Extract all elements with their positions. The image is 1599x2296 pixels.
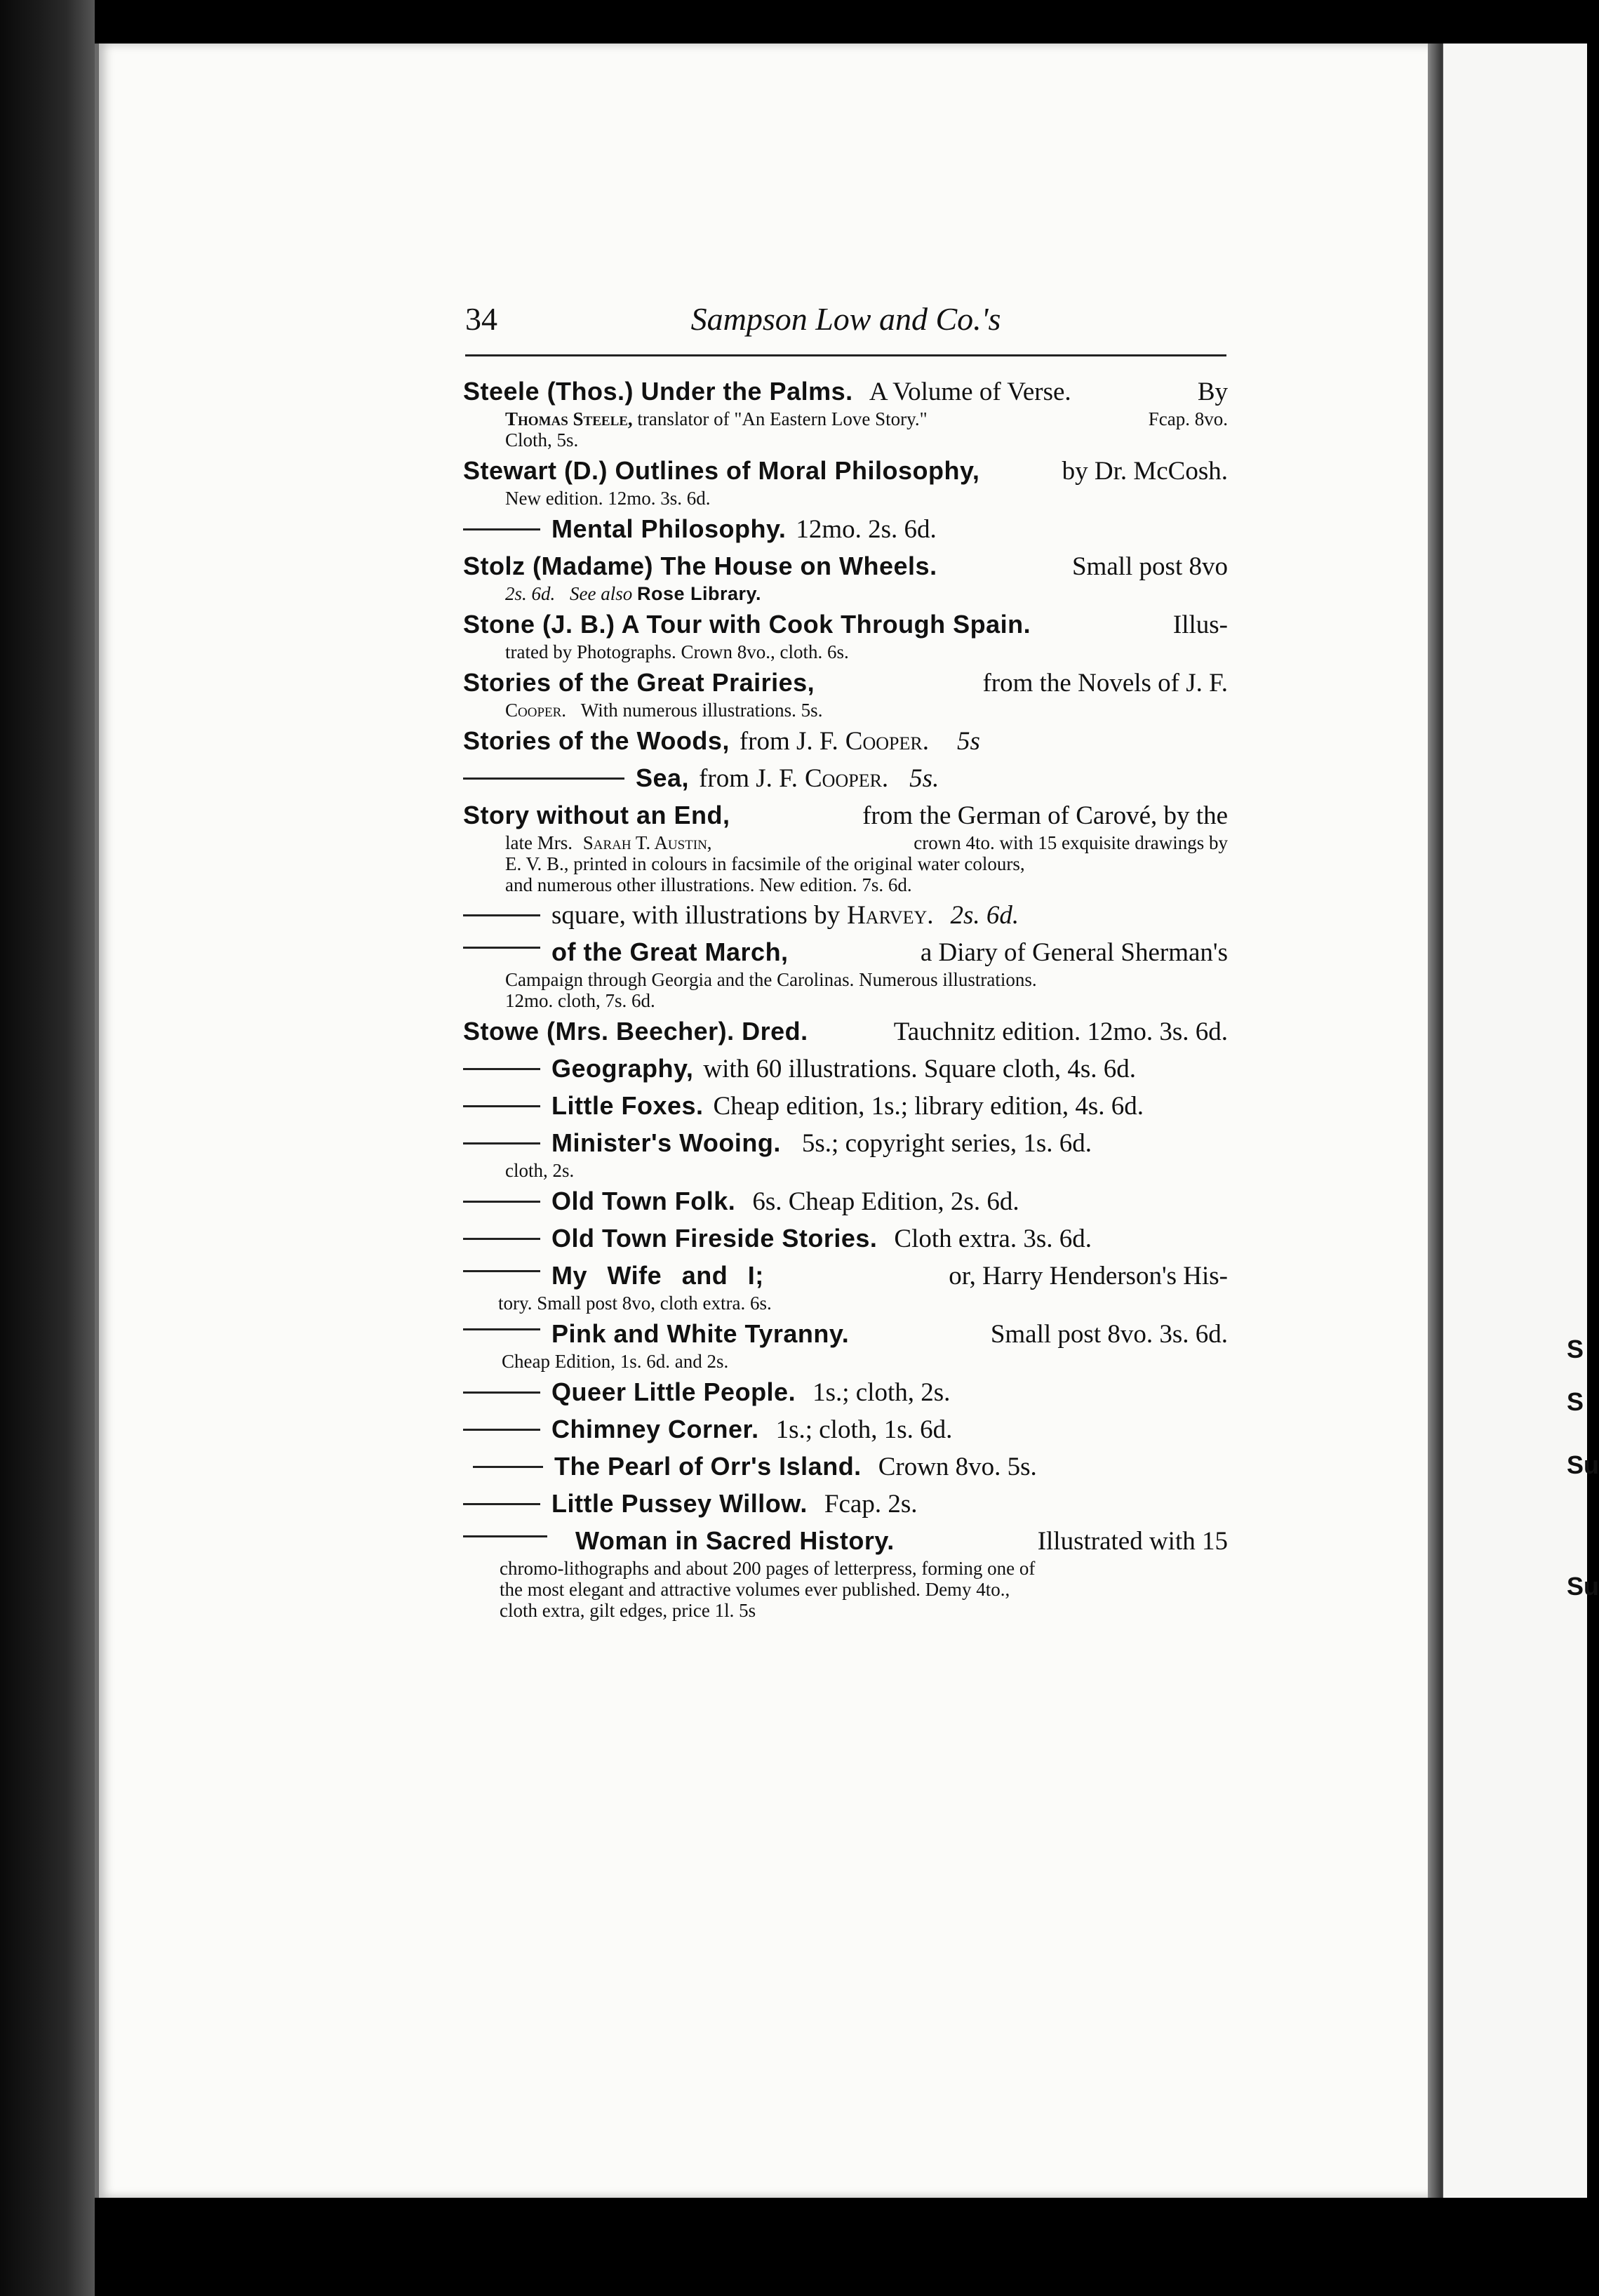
entry-detail: Cheap Edition, 1s. 6d. and 2s. xyxy=(502,1351,729,1372)
entry-detail: late Mrs. xyxy=(505,832,573,853)
entry-heading: Mental Philosophy. xyxy=(551,514,787,543)
catalogue-entry xyxy=(463,725,1228,758)
facing-page-fragment: S xyxy=(1567,1387,1584,1416)
entry-text: a Diary of General Sherman's xyxy=(920,938,1228,967)
author-name: Cooper. xyxy=(845,727,929,756)
entry-text: Illus- xyxy=(1172,610,1228,639)
author-name: Harvey. xyxy=(847,901,934,930)
entry-text: Small post 8vo. 3s. 6d. xyxy=(990,1320,1228,1349)
entry-text: 12mo. 2s. 6d. xyxy=(796,515,937,544)
catalogue-entry xyxy=(463,799,1228,895)
author-name: Cooper. xyxy=(805,764,889,793)
entry-heading: Stowe (Mrs. Beecher). Dred. xyxy=(463,1017,808,1046)
entry-text: Cheap edition, 1s.; library edition, 4s. 6d. xyxy=(713,1092,1144,1121)
entry-text: Small post 8vo xyxy=(1071,552,1228,581)
catalogue-entry xyxy=(463,1015,1228,1048)
entry-text: from J. F. xyxy=(739,727,838,756)
entry-heading: Sea, xyxy=(636,763,690,792)
author-name: Cooper. xyxy=(505,700,567,721)
facing-page-fragment: Su xyxy=(1567,1450,1599,1479)
facing-page-fragment: S xyxy=(1567,1335,1584,1363)
entry-heading: Geography, xyxy=(551,1054,694,1083)
ditto-dash xyxy=(463,1142,540,1144)
entry-text: Fcap. 2s. xyxy=(824,1490,918,1519)
entry-heading: My Wife and I; xyxy=(551,1261,764,1290)
entry-heading: Stone (J. B.) A Tour with Cook Through Spain. xyxy=(463,610,1031,639)
entry-heading: Stolz (Madame) The House on Wheels. xyxy=(463,552,937,580)
ditto-dash xyxy=(463,1503,540,1505)
author-name: Thomas Steele, xyxy=(505,408,633,429)
entry-heading: Woman in Sacred History. xyxy=(575,1526,895,1555)
header-rule xyxy=(465,354,1226,356)
entry-detail: the most elegant and attractive volumes ever published. Demy 4to., xyxy=(500,1579,1010,1600)
entry-text: from the German of Carové, by the xyxy=(862,801,1228,830)
price: 5s xyxy=(956,727,980,756)
ditto-dash xyxy=(463,1391,540,1394)
book-binding xyxy=(0,0,95,2296)
entry-text: 6s. Cheap Edition, 2s. 6d. xyxy=(752,1187,1019,1216)
catalogue-entry xyxy=(463,1090,1228,1123)
ditto-dash xyxy=(463,1535,547,1537)
entry-heading: The Pearl of Orr's Island. xyxy=(554,1452,862,1481)
entry-heading: of the Great March, xyxy=(551,937,789,966)
entry-heading: Steele (Thos.) Under the Palms. xyxy=(463,377,853,406)
catalogue-entry xyxy=(463,1260,1228,1314)
catalogue-entry xyxy=(463,1318,1228,1372)
catalogue-entry xyxy=(463,936,1228,1011)
catalogue-entry xyxy=(463,1185,1228,1218)
entry-heading: Old Town Fireside Stories. xyxy=(551,1224,878,1253)
entry-detail: trated by Photographs. Crown 8vo., cloth. 6s. xyxy=(505,641,849,662)
entry-text: 1s.; cloth, 2s. xyxy=(812,1378,951,1407)
entry-detail: cloth, 2s. xyxy=(505,1160,575,1181)
catalogue-entry xyxy=(463,1525,1228,1621)
page-gutter xyxy=(1428,44,1442,2198)
entry-heading: Stories of the Woods, xyxy=(463,726,730,755)
catalogue-entry xyxy=(463,1488,1228,1521)
catalogue-entry xyxy=(463,667,1228,721)
entry-text: 5s.; copyright series, 1s. 6d. xyxy=(801,1129,1092,1158)
entry-detail: With numerous illustrations. 5s. xyxy=(580,700,823,721)
entry-text: or, Harry Henderson's His- xyxy=(949,1262,1228,1290)
ditto-dash xyxy=(463,1068,540,1070)
entry-detail: crown 4to. with 15 exquisite drawings by xyxy=(914,832,1228,853)
ditto-dash xyxy=(463,777,624,780)
price: 2s. 6d. xyxy=(950,901,1019,930)
ditto-dash xyxy=(463,1238,540,1240)
entry-heading: Little Pussey Willow. xyxy=(551,1489,808,1518)
price: 5s. xyxy=(909,764,939,793)
catalogue-entry xyxy=(463,375,1228,450)
catalogue-entry xyxy=(463,1127,1228,1181)
catalogue-entry xyxy=(463,455,1228,509)
ditto-dash xyxy=(463,528,540,530)
ditto-dash xyxy=(473,1466,543,1468)
catalogue-entry xyxy=(463,762,1228,795)
running-title: Sampson Low and Co.'s xyxy=(690,301,1001,337)
entry-detail: Fcap. 8vo. xyxy=(1148,408,1228,429)
entry-heading: Stories of the Great Prairies, xyxy=(463,668,815,697)
entry-text: with 60 illustrations. Square cloth, 4s. 6d. xyxy=(703,1055,1136,1083)
ditto-dash xyxy=(463,1201,540,1203)
ditto-dash xyxy=(463,1105,540,1107)
entry-heading: Story without an End, xyxy=(463,801,730,829)
entry-heading: Old Town Folk. xyxy=(551,1187,736,1215)
entry-text: square, with illustrations by xyxy=(551,901,841,930)
page-header xyxy=(465,300,1226,342)
entry-detail: and numerous other illustrations. New edition. 7s. 6d. xyxy=(505,874,912,895)
catalogue-entry xyxy=(463,1053,1228,1086)
entry-text: A Volume of Verse. xyxy=(869,378,1071,406)
entry-detail: Cloth, 5s. xyxy=(505,429,579,450)
entry-detail: tory. Small post 8vo, cloth extra. 6s. xyxy=(498,1293,772,1314)
entry-text: Tauchnitz edition. 12mo. 3s. 6d. xyxy=(893,1017,1228,1046)
entry-detail: See also xyxy=(570,583,633,604)
entry-heading: Queer Little People. xyxy=(551,1377,796,1406)
ditto-dash xyxy=(463,1328,540,1330)
ditto-dash xyxy=(463,914,540,916)
cross-reference: Rose Library. xyxy=(637,583,762,604)
catalogue-entry xyxy=(463,513,1228,546)
ditto-dash xyxy=(463,1270,540,1272)
ditto-dash xyxy=(463,1429,540,1431)
entry-heading: Stewart (D.) Outlines of Moral Philosophy, xyxy=(463,456,980,485)
ditto-dash xyxy=(463,947,540,949)
catalogue-entry xyxy=(463,1376,1228,1409)
entry-text: By xyxy=(1197,378,1228,406)
entry-detail: translator of "An Eastern Love Story." xyxy=(637,408,928,429)
facing-page-fragment: Su xyxy=(1567,1572,1599,1601)
entry-detail: cloth extra, gilt edges, price 1l. 5s xyxy=(500,1600,756,1621)
catalogue-entry xyxy=(463,608,1228,662)
catalogue-entry xyxy=(463,1450,1228,1483)
catalogue-entry xyxy=(463,1413,1228,1446)
entry-text: from J. F. xyxy=(699,764,798,793)
entry-text: 1s.; cloth, 1s. 6d. xyxy=(775,1415,953,1444)
entry-text: by Dr. McCosh. xyxy=(1062,457,1228,486)
entry-detail: 12mo. cloth, 7s. 6d. xyxy=(505,990,655,1011)
catalogue-entries xyxy=(463,375,1228,1625)
entry-text: Illustrated with 15 xyxy=(1037,1527,1228,1556)
entry-heading: Little Foxes. xyxy=(551,1091,704,1120)
entry-detail: chromo-lithographs and about 200 pages of letterpress, forming one of xyxy=(500,1558,1036,1579)
entry-text: from the Novels of J. F. xyxy=(982,669,1228,698)
facing-page-edge xyxy=(1442,44,1599,2198)
catalogue-entry xyxy=(463,1222,1228,1255)
author-name: Sarah T. Austin, xyxy=(582,832,712,853)
entry-detail: New edition. 12mo. 3s. 6d. xyxy=(505,488,711,509)
entry-heading: Pink and White Tyranny. xyxy=(551,1319,850,1348)
entry-heading: Minister's Wooing. xyxy=(551,1128,781,1157)
entry-detail: E. V. B., printed in colours in facsimile of the original water colours, xyxy=(505,853,1025,874)
page-number: 34 xyxy=(465,301,497,337)
catalogue-entry xyxy=(463,900,1228,932)
entry-detail: Campaign through Georgia and the Carolinas. Numerous illustrations. xyxy=(505,969,1037,990)
entry-heading: Chimney Corner. xyxy=(551,1415,759,1443)
entry-detail: 2s. 6d. xyxy=(505,583,556,604)
entry-text: Crown 8vo. 5s. xyxy=(878,1453,1037,1481)
entry-text: Cloth extra. 3s. 6d. xyxy=(894,1224,1092,1253)
catalogue-entry xyxy=(463,550,1228,604)
